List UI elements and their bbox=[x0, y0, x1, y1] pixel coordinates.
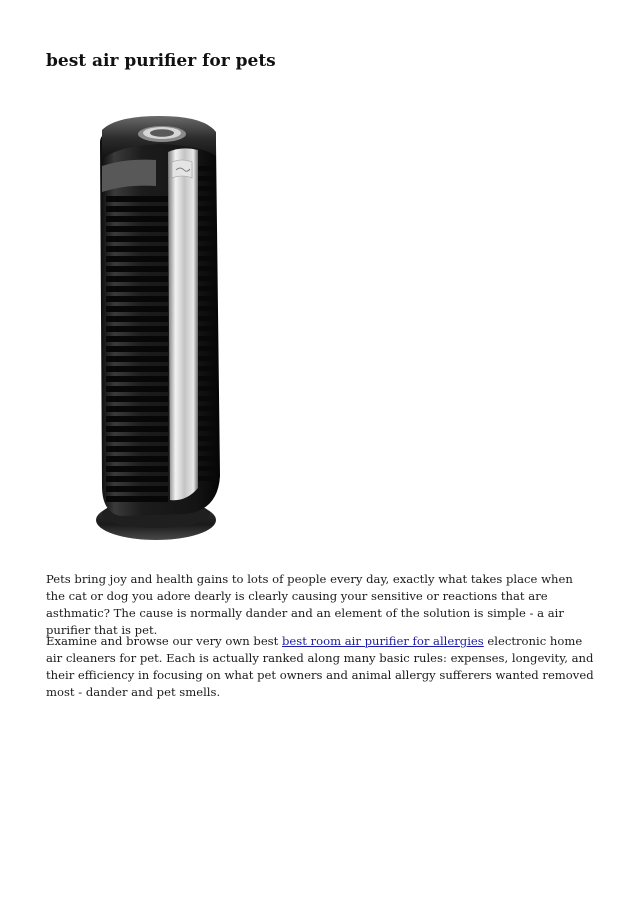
document-title: best air purifier for pets bbox=[46, 51, 276, 71]
paragraph-recommendation bbox=[46, 633, 594, 701]
air-purifier-image bbox=[86, 116, 238, 546]
paragraph-intro: Pets bring joy and health gains to lots of people every day, exactly what takes place when the cat or dog you adore dearly is clearly causing your sensitive or reactions that are asthmatic? The cause is normally dander and an element of the solution is simple - a air purifier that is pet. bbox=[46, 572, 573, 637]
paragraph-2-before-link: Examine and browse our very own best bbox=[46, 634, 282, 648]
paragraph-2-after-link: electronic home air cleaners for pet. Each is actually ranked along many basic rules: expenses, longevity, and their efficiency in focusing on what pet owners and animal allergy sufferers wanted removed most - dander and pet smells. bbox=[46, 634, 594, 699]
allergy-purifier-link[interactable]: best room air purifier for allergies bbox=[281, 634, 484, 648]
